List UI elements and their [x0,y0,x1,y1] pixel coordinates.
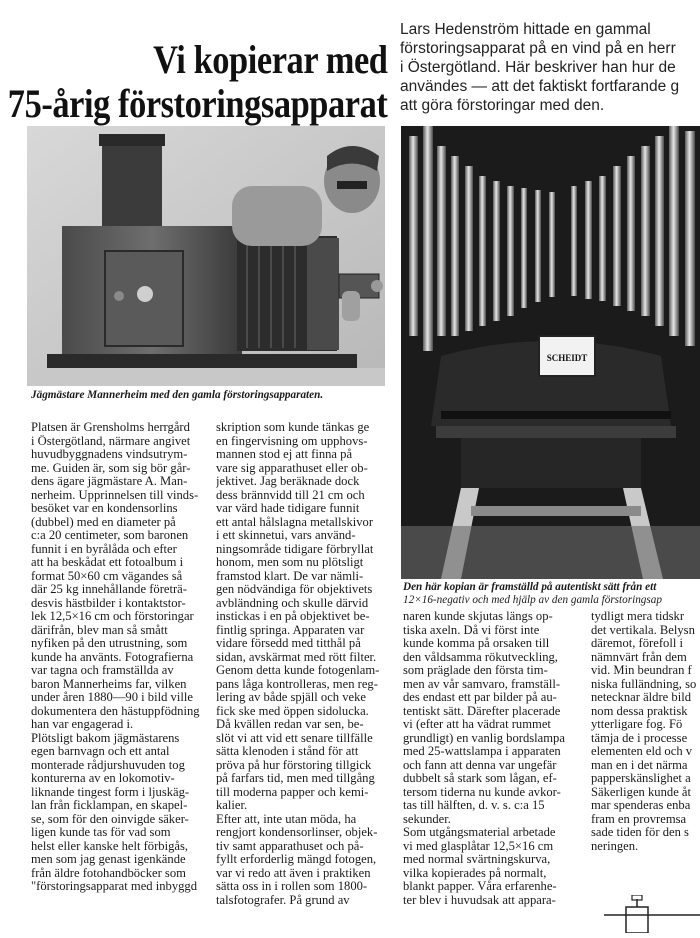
text-line: kalier. [216,799,248,812]
text-line: lek 12,5×16 cm och förstoringar [31,610,194,623]
text-line: mar spenderas enba [591,799,691,812]
text-line: ter blev i huvudsak att appara- [403,893,556,907]
text-line: dens ägare jägmästare A. Man- [31,475,188,488]
text-line: vidare försedd med titthål på [216,637,361,650]
text-line: slöt vi att vid ett senare tillfälle [216,731,373,745]
text-line: konturerna av en lokomotiv- [31,772,175,785]
text-line: fram en provremsa [591,812,687,826]
text-line: tämja de i processe [591,731,688,745]
text-line: netecknar äldre bild [591,691,691,704]
text-line: kunde komma på orsaken till [403,637,550,650]
text-line: sidan, avskärmat med rött filter. [216,650,377,664]
text-line: en fingervisning om upphovs- [216,434,368,448]
text-line: tiska axeln. Då vi först inte [403,623,540,637]
text-line: tiv samt apparathuset och på- [216,839,364,853]
text-line: nerheim. Upprinnelsen till vinds- [31,488,199,502]
ingress-line: att göra förstoringar med den. [400,97,605,114]
text-line: besöket var en kondensorlins [31,502,178,515]
text-line: sätta klenoden i stånd för att [216,745,359,758]
text-line: fick ske med öppen sidolucka. [216,704,369,718]
text-line: huvudbyggnadens vindsutrym- [31,448,188,461]
text-line: (dubbel) med en diameter på [31,515,176,529]
text-line: fintlig springa. Apparaten var [216,623,365,637]
headline-line-1: Vi kopierar med [152,37,387,82]
text-column-4 [591,610,700,880]
text-column-3 [403,610,583,933]
ingress-line: i Östergötland. Här beskriver han hur de [400,59,676,76]
text-line: skription som kunde tänkas ge [216,421,370,434]
text-line: "förstoringsapparat med inbyggd [31,880,198,893]
text-line: men som jag genast igenkände [31,853,186,866]
text-line: mannen stod ej att finna på [216,448,353,461]
text-line: fyllt erforderlig mängd fotogen, [216,853,377,866]
text-line: dess brännvidd till 21 cm och [216,488,365,502]
text-line: liknande tingest form i ljuskäg- [31,785,190,799]
ingress-line: Lars Hedenström hittade en gammal [400,21,651,38]
text-line: var vi redo att även i praktiken [216,866,371,880]
ingress-line: användes — att det faktiskt fortfarande g [400,78,680,95]
diagram-fragment [596,895,700,933]
text-line: sekunder. [403,812,451,826]
text-line: grundligt) en vanlig bordslampa [403,731,565,745]
text-line: se, som för den oinvigde säker- [31,812,189,826]
text-line: däremot, förefoll i [591,637,683,650]
text-line: talsfotografer. På grund av [216,893,350,907]
text-line: ett antal hålslagna metallskivor [216,515,374,529]
text-line: tentiskt sätt. Därefter placerade [403,704,561,718]
text-line: som präglade den första tim- [403,664,548,677]
photo-organ-caption-line: Den här kopian är framställd på autentiskt sätt från ett [403,581,657,593]
text-line: dokumentera den hästuppfödning [31,704,200,718]
text-line: man en i det närma [591,758,688,772]
text-line: sade tiden för den s [591,826,689,839]
text-line: Efter att, inte utan möda, ha [216,812,357,826]
text-line: tersom tiderna nu kunde avkor- [403,785,561,799]
text-line: dubbelt så stark som lågan, ef- [403,772,557,785]
text-line: Platsen är Grensholms herrgård [31,421,190,434]
text-line: därifrån, blev man så smått [31,623,168,637]
diagram-fragment-drawing [596,895,700,933]
text-line: monterade rådjurshuvuden tog [31,758,185,772]
text-line: neringen. [591,839,639,853]
text-line: elementen eld och v [591,745,693,758]
text-line: kunde ha använts. Fotografierna [31,650,194,664]
text-line: på farfars tid, men med tillgång [216,772,375,785]
text-line: pans låga kontrolleras, men reg- [216,677,378,691]
text-line: papperskänslighet a [591,772,691,785]
text-line: där 25 kg innehållande företrä- [31,583,187,596]
text-line: men av vår samvaro, framställ- [403,677,561,691]
text-line: han var engagerad i. [31,718,134,731]
text-line: nom dessa praktisk [591,704,688,718]
headline-line-2: 75-årig förstoringsapparat [7,81,387,126]
text-line: rengjort kondensorlinser, objek- [216,826,378,839]
text-line: var värd hade tidigare funnit [216,502,360,515]
text-line: gen nödvändiga för objektivets [216,583,373,596]
ingress-line: förstoringsapparat på en vind på en herr [400,40,676,57]
text-line: lan från ficklampan, en skapel- [31,799,188,812]
text-line: under åren 1880—90 i bild ville [31,691,193,704]
text-line: baron Mannerheims far, vilken [31,677,187,691]
text-line: jektivet. Jag beräknade dock [216,475,360,488]
text-line: avbländning och skulle därvid [216,596,369,610]
text-line: ningsområde tidigare förbryllat [216,542,374,556]
photo-mannerheim-caption: Jägmästare Mannerheim med den gamla förstoringsapparaten. [31,389,324,401]
text-line: var tagna och framställda av [31,664,174,677]
text-line: format 50×60 cm vägandes så [31,569,183,583]
text-line: lering av både spjäll och veke [216,691,367,704]
text-column-1 [31,421,209,933]
text-line: från äldre fotohandböcker som [31,866,186,880]
text-line: honom, men som nu plötsligt [216,556,364,569]
photo-organ-illustration [401,126,700,579]
text-line: vilka kopierades på normalt, [403,866,547,880]
text-line: vare sig apparathuset eller ob- [216,461,368,475]
text-line: niska fulländning, so [591,677,697,691]
text-line: med 25-wattslampa i apparaten [403,745,561,758]
text-line: sätta oss in i rollen som 1800- [216,880,368,893]
text-line: tas till hälften, d. v. s. c:a 15 [403,799,545,812]
text-line: c:a 20 centimeter, som baronen [31,529,189,542]
photo-organ-caption-line: 12×16-negativ och med hjälp av den gamla förstoringsap [403,594,662,606]
text-line: att ha beskådat ett fotoalbum i [31,556,184,569]
text-line: desvis hästbilder i kontaktstor- [31,596,186,610]
text-line: Genom detta kunde fotogenlam- [216,664,380,677]
text-line: tydligt mera tidskr [591,610,685,623]
text-line: helst eller kanske helt förbigås, [31,839,189,853]
text-line: me. Guiden är, som sig bör går- [31,461,191,475]
text-line: funnit i en byrålåda och efter [31,542,177,556]
text-line: i ett skinnetui, vars använd- [216,529,356,542]
photo-organ-caption [403,581,700,607]
text-line: Som utgångsmaterial arbetade [403,826,556,839]
text-column-2 [216,421,394,933]
text-line: naren kunde skjutas längs op- [403,610,553,623]
ingress [400,20,700,115]
photo-mannerheim [27,126,385,386]
text-line: Säkerligen kunde åt [591,785,692,799]
text-line: des endast ett par bilder på au- [403,691,557,704]
photo-mannerheim-illustration [27,126,385,386]
text-line: ytterligare fog. Fö [591,718,683,731]
text-line: instickas i en på objektivet be- [216,610,370,623]
text-line: i Östergötland, närmare angivet [31,434,191,448]
text-line: ligen kunde tas för vad som [31,826,171,839]
text-line: nämnvärt från dem [591,650,687,664]
text-line: vid. Min beundran f [591,664,692,677]
text-line: och fann att denna var ungefär [403,758,557,772]
text-line: den våldsamma rökutveckling, [403,650,558,664]
text-line: vi (efter att ha vädrat rummet [403,718,551,731]
text-line: nyfiken på den utrustning, som [31,637,188,650]
text-line: vi med glasplåtar 12,5×16 cm [403,839,554,853]
text-line: Då kvällen redan var sen, be- [216,718,364,731]
text-line: blankt papper. Våra erfarenhe- [403,880,557,893]
text-line: pröva på hur förstoring tillgick [216,758,372,772]
organ-sign-text: SCHEIDT [546,353,588,363]
text-line: till moderna papper och kemi- [216,785,369,799]
text-line: med normal svärtningskurva, [403,853,551,866]
text-line: framstod klart. De var nämli- [216,569,364,583]
text-line: Plötsligt bakom jägmästarens [31,731,180,745]
photo-organ [401,126,700,579]
text-line: egen barnvagn och ett antal [31,745,170,758]
text-line: det vertikala. Belysn [591,623,695,637]
